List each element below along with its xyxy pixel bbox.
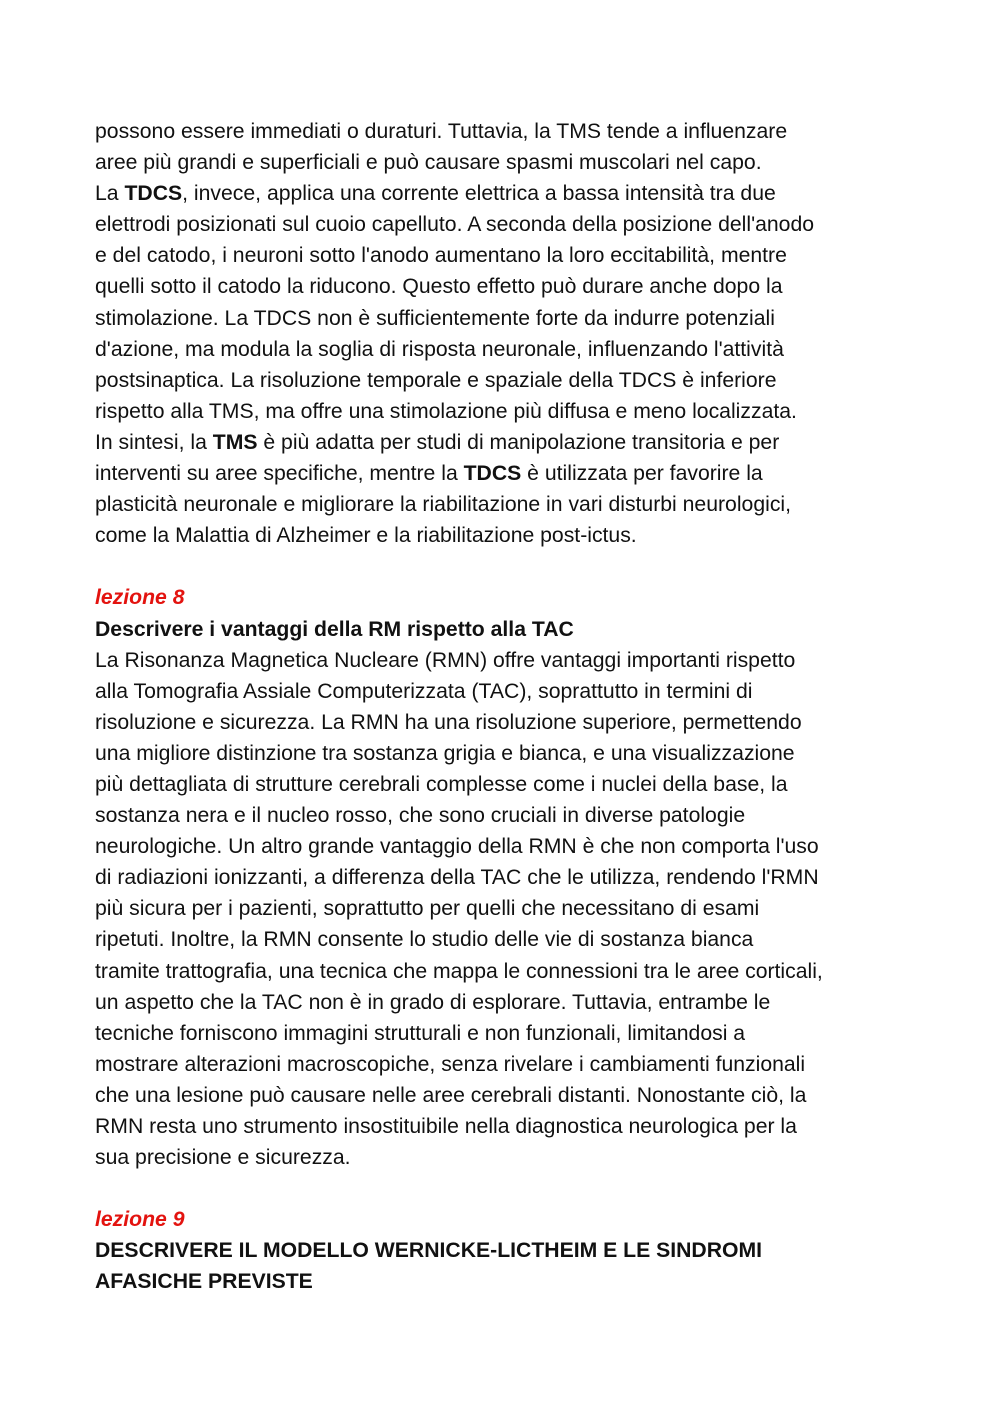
lesson-title: DESCRIVERE IL MODELLO WERNICKE-LICTHEIM E LE SINDROMI <box>95 1239 763 1263</box>
text-line: plasticità neuronale e migliorare la riabilitazione in vari disturbi neurologici, <box>95 493 792 517</box>
tdcs-term: TDCS <box>124 182 183 206</box>
text-line: La TDCS, invece, applica una corrente elettrica a bassa intensità tra due <box>95 182 776 206</box>
lesson-8-section <box>95 582 925 1173</box>
tdcs-term: TDCS <box>463 462 522 486</box>
text-line: postsinaptica. La risoluzione temporale e spaziale della TDCS è inferiore <box>95 368 777 392</box>
text-line: più dettagliata di strutture cerebrali complesse come i nuclei della base, la <box>95 772 788 796</box>
lesson-title: AFASICHE PREVISTE <box>95 1270 313 1294</box>
text-line: RMN resta uno strumento insostituibile nella diagnostica neurologica per la <box>95 1115 797 1138</box>
text-line: e del catodo, i neuroni sotto l'anodo aumentano la loro eccitabilità, mentre <box>95 244 787 268</box>
paragraph-gap <box>95 551 925 582</box>
text-line: risoluzione e sicurezza. La RMN ha una risoluzione superiore, permettendo <box>95 710 802 734</box>
text-line: come la Malattia di Alzheimer e la riabilitazione post-ictus. <box>95 524 637 548</box>
paragraph-gap <box>95 1173 925 1204</box>
lesson-label: lezione 9 <box>95 1208 185 1232</box>
text-line: d'azione, ma modula la soglia di risposta neuronale, influenzando l'attività <box>95 337 784 361</box>
text-line: un aspetto che la TAC non è in grado di esplorare. Tuttavia, entrambe le <box>95 990 771 1014</box>
text-line: La Risonanza Magnetica Nucleare (RMN) offre vantaggi importanti rispetto <box>95 648 796 672</box>
text-line: possono essere immediati o duraturi. Tuttavia, la TMS tende a influenzare <box>95 120 788 143</box>
text-line: che una lesione può causare nelle aree cerebrali distanti. Nonostante ciò, la <box>95 1083 807 1107</box>
intro-section <box>95 116 925 551</box>
lesson-label: lezione 8 <box>95 586 185 610</box>
text-line: tramite trattografia, una tecnica che mappa le connessioni tra le aree corticali, <box>95 959 823 983</box>
text-line: elettrodi posizionati sul cuoio capelluto. A seconda della posizione dell'anodo <box>95 213 815 237</box>
tms-term: TMS <box>212 430 258 454</box>
text-line: rispetto alla TMS, ma offre una stimolazione più diffusa e meno localizzata. <box>95 399 797 423</box>
text-line: mostrare alterazioni macroscopiche, senza rivelare i cambiamenti funzionali <box>95 1052 806 1076</box>
text-line: In sintesi, la TMS è più adatta per studi di manipolazione transitoria e per <box>95 430 780 454</box>
text-line: tecniche forniscono immagini strutturali e non funzionali, limitandosi a <box>95 1021 746 1045</box>
text-line: sostanza nera e il nucleo rosso, che sono cruciali in diverse patologie <box>95 804 746 828</box>
document-body <box>95 116 925 1298</box>
text-line: stimolazione. La TDCS non è sufficientemente forte da indurre potenziali <box>95 306 775 330</box>
text-line: ripetuti. Inoltre, la RMN consente lo studio delle vie di sostanza bianca <box>95 928 754 952</box>
text-line: sua precisione e sicurezza. <box>95 1146 351 1170</box>
lesson-9-section <box>95 1204 925 1297</box>
text-line: di radiazioni ionizzanti, a differenza della TAC che le utilizza, rendendo l'RMN <box>95 866 819 890</box>
text-line: alla Tomografia Assiale Computerizzata (TAC), soprattutto in termini di <box>95 679 753 703</box>
text-line: più sicura per i pazienti, soprattutto per quelli che necessitano di esami <box>95 897 760 921</box>
text-line: quelli sotto il catodo la riducono. Questo effetto può durare anche dopo la <box>95 275 783 299</box>
text-line: aree più grandi e superficiali e può causare spasmi muscolari nel capo. <box>95 151 762 175</box>
text-line: una migliore distinzione tra sostanza grigia e bianca, e una visualizzazione <box>95 741 795 765</box>
text-line: interventi su aree specifiche, mentre la TDCS è utilizzata per favorire la <box>95 462 763 486</box>
lesson-title: Descrivere i vantaggi della RM rispetto alla TAC <box>95 617 574 641</box>
text-line: neurologiche. Un altro grande vantaggio della RMN è che non comporta l'uso <box>95 835 819 859</box>
